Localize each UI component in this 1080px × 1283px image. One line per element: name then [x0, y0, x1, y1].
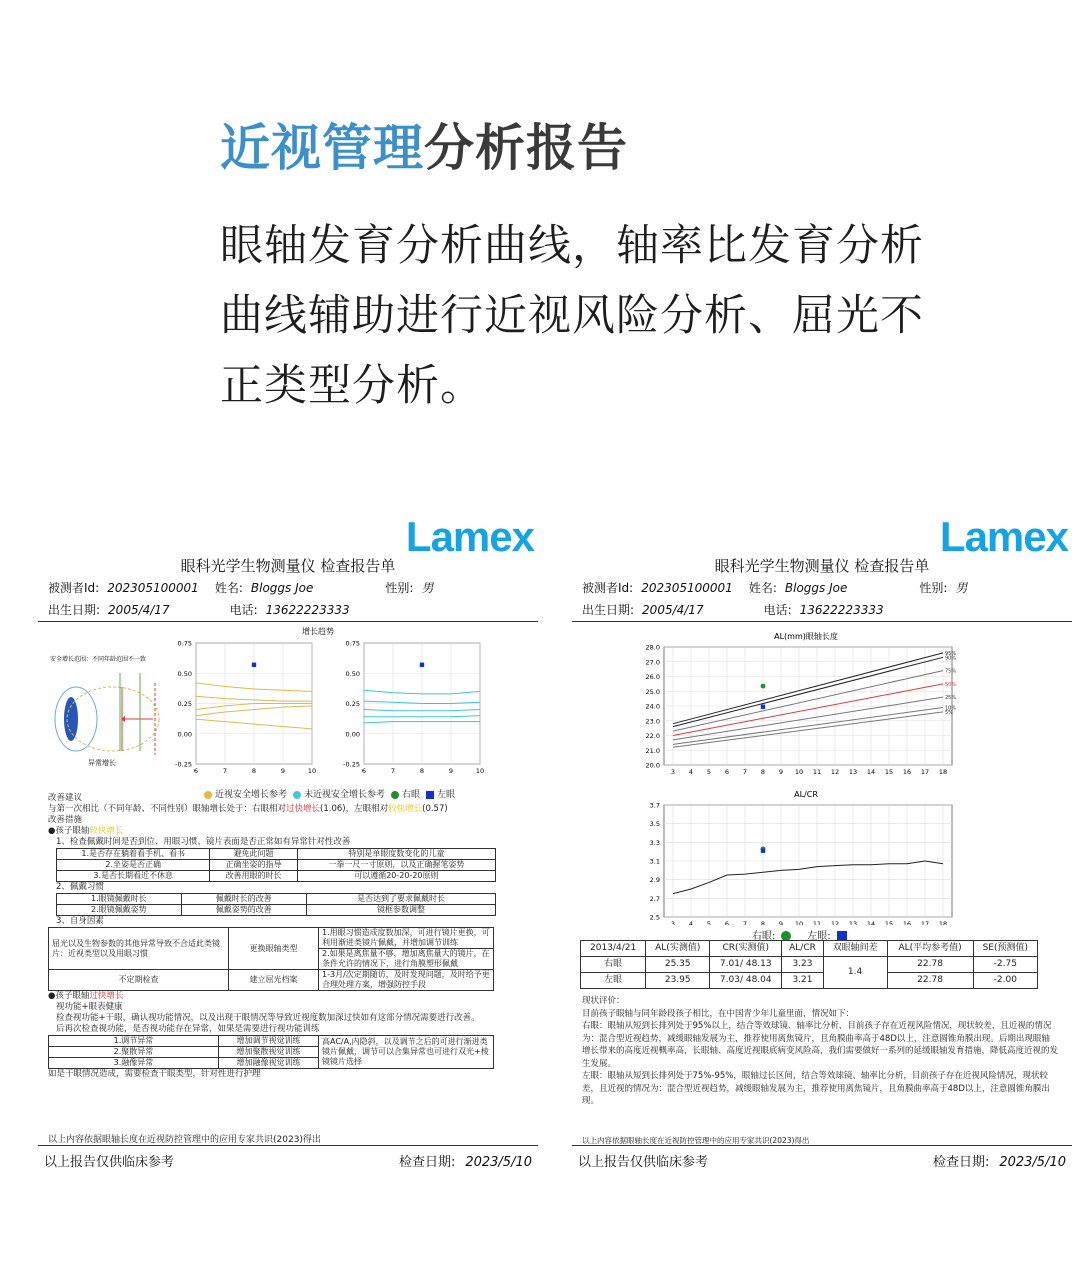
footer-date [933, 1151, 1066, 1170]
y-tick-label: 3.3 [649, 838, 660, 847]
eval-title: 现状评价： [582, 996, 625, 1006]
table-row [49, 1036, 494, 1047]
y-tick-label: 2.5 [649, 913, 660, 922]
date-value: 2023/5/10 [999, 1155, 1066, 1170]
compare-left-status: 较快增长 [388, 804, 423, 814]
report-title: 眼科光学生物测量仪 检查报告单 [180, 557, 396, 575]
x-tick-label: 9 [778, 920, 784, 925]
table-cell: 2.聚散异常 [49, 1047, 219, 1058]
left-eye-point [761, 849, 765, 853]
y-tick-label: -0.25 [343, 760, 360, 769]
id-label: 被测者Id: [48, 581, 100, 595]
measurement-table [580, 940, 1038, 989]
visual-desc-2: 后再次检查视功能，是否视功能存在异常，如果是需要进行视功能训练 [56, 1024, 320, 1034]
x-tick-label: 8 [760, 920, 766, 925]
y-tick-label: 0.25 [177, 700, 192, 708]
table-cell: 1.是否存在躺着看手机、看书 [57, 849, 210, 860]
table-cell: 1.眼镜佩戴时长 [57, 894, 182, 905]
table-cell: -2.00 [973, 973, 1037, 989]
visual-desc: 检查视功能+干眼，确认视功能情况，以及出现干眼情况等导致近视度数加深过快如有这部分情况需要进行改善。 [56, 1013, 480, 1023]
table-row [49, 928, 494, 949]
table-cell: 不定期检查 [49, 970, 229, 991]
table-cell: 避免此问题 [210, 849, 297, 860]
table-cell: -2.75 [973, 957, 1037, 973]
legend-left-label: 左眼: [807, 931, 831, 942]
x-tick-label: 7 [742, 768, 748, 776]
x-tick-label: 12 [830, 768, 840, 776]
axial-line-2 [48, 991, 532, 1002]
legend-non-myopia-label: 未近视安全增长参考 [304, 790, 386, 800]
table-cell: 7.03/ 48.04 [710, 973, 782, 989]
id-value: 202305100001 [641, 581, 733, 595]
table-cell: 7.01/ 48.13 [710, 957, 782, 973]
x-tick-label: 7 [222, 767, 228, 775]
axial-line-1 [48, 826, 532, 837]
hero-line-3: 正类型分析。 [220, 361, 484, 411]
table-cell: 一拳一尺一寸原则，以及正确握笔姿势 [297, 860, 495, 871]
left-eye-point [420, 663, 424, 667]
right-eye-point [761, 684, 766, 689]
y-tick-label: 3.5 [649, 820, 660, 829]
table-cell: 增加融像视觉训练 [219, 1058, 319, 1069]
series-label: 75% [945, 668, 957, 675]
info-row-1 [582, 579, 967, 596]
report-left [38, 515, 538, 1175]
growth-chart-area [38, 625, 528, 800]
table-header-cell: AL(实测值) [646, 941, 710, 957]
id-label: 被测者Id: [582, 581, 634, 595]
sex-value: 男 [955, 581, 968, 595]
y-tick-label: 25.0 [645, 687, 660, 696]
sex-value: 男 [421, 581, 434, 595]
table-row [57, 860, 496, 871]
compare-mid: )，左眼相对 [342, 804, 389, 814]
eval-right-eye: 右眼：眼轴从短到长排列处于95%以上，结合等效球镜、轴率比分析，目前孩子存在近视风险情况，现状较差，且近视的情况为：混合型近视趋势，减缓眼轴发展为主，推荐使用离焦镜片，且角膜曲率高于48D以上，注意圆锥角膜出现。后期出现眼轴增长带来的高度近视概率高，长眼轴、高度近视眼底病变风险高，我们需要做好一系列的延缓眼轴发育措施，降低高度近视的发生发展。 [582, 1021, 1059, 1069]
compare-left-value: (0.57) [422, 804, 448, 814]
cr-chart-title: AL/CR [794, 790, 818, 799]
table-cell: 25.35 [646, 957, 710, 973]
brand-logo: Lamex [939, 513, 1068, 560]
x-tick-label: 6 [724, 920, 730, 925]
x-tick-label: 4 [688, 920, 694, 925]
al-chart-title: AL(mm)眼轴长度 [774, 632, 838, 641]
alcr-chart [650, 802, 952, 926]
series-line-75% [673, 671, 943, 731]
series-line-AL/CR [673, 861, 943, 894]
compare-prefix: 与第一次相比（不同年龄、不同性别）眼轴增长处于：右眼相对 [48, 804, 287, 814]
table-cell: 1.4 [823, 957, 887, 989]
x-tick-label: 12 [830, 920, 840, 925]
table-row [57, 871, 496, 882]
hero-title [220, 108, 628, 180]
footer-row [578, 1151, 1066, 1170]
al-charts-svg [572, 625, 1072, 925]
report-right [572, 515, 1072, 1175]
x-tick-label: 4 [688, 768, 694, 776]
eval-intro: 目前孩子眼轴与同年龄段孩子相比，在中国青少年儿童里面，情况如下： [582, 1008, 855, 1019]
table-row [57, 905, 496, 916]
y-tick-label: 22.0 [645, 732, 660, 740]
name-label: 姓名: [748, 581, 777, 595]
dry-eye-note: 如是干眼情况造成，需要检查干眼类型，针对性进行护理 [48, 1069, 261, 1079]
measures-label: 改善措施 [48, 815, 83, 825]
legend-right-label: 右眼: [752, 931, 776, 942]
hero-title-accent: 近视管理 [220, 119, 424, 177]
wear-table [56, 893, 496, 916]
series-label: 90% [945, 655, 957, 662]
footer-source: 以上内容依据眼轴长度在近视防控管理中的应用专家共识(2023)得出 [48, 1135, 321, 1145]
header-rule [572, 621, 1072, 622]
date-label: 检查日期: [398, 1155, 456, 1170]
x-tick-label: 8 [760, 768, 766, 776]
series-label: 5% [945, 709, 953, 716]
header-rule [38, 621, 538, 622]
growth-chart-myopia [175, 640, 316, 776]
axial-label-1: ●孩子眼轴 [48, 826, 90, 836]
x-tick-label: 9 [280, 767, 286, 775]
growth-chart-svg [38, 625, 528, 800]
self-table [48, 927, 494, 991]
x-tick-label: 16 [902, 768, 912, 776]
table-cell: 特别是单眼度数变化的儿童 [297, 849, 495, 860]
eye-diagram [55, 673, 159, 755]
series-label: 25% [945, 695, 957, 702]
eval-left-eye: 左眼：眼轴从短到长排列处于75%-95%，眼轴过长区间，结合等效球镜、轴率比分析，目前孩子存在近视风险情况，现状较差，且近视的情况为：混合型近视趋势，减缓眼轴发展为主，推荐使用离焦镜片，且角膜曲率高于48D以上，注意圆锥角膜出现。 [582, 1071, 1050, 1106]
name-label: 姓名: [214, 581, 243, 595]
table-cell: 3.是否长期看近不休息 [57, 871, 210, 882]
x-tick-label: 10 [475, 767, 485, 775]
table-cell: 22.78 [887, 973, 973, 989]
x-tick-label: 11 [812, 920, 822, 925]
phone-value: 13622223333 [265, 603, 350, 617]
table-cell: 1-3月/次定期随访，及时发现问题，及时给予更合理处理方案，增强防控手段 [319, 970, 494, 991]
y-tick-label: 20.0 [645, 761, 660, 770]
table-header-cell: 2013/4/21 [581, 941, 646, 957]
y-tick-label: 28.0 [645, 643, 660, 652]
table-cell: 增加调节视觉训练 [219, 1036, 319, 1047]
info-row-2 [48, 601, 350, 618]
x-tick-label: 18 [938, 768, 948, 776]
x-tick-label: 15 [884, 768, 894, 776]
x-tick-label: 5 [706, 920, 712, 925]
y-tick-label: 0.50 [177, 669, 192, 678]
table-header-cell: SE(预测值) [973, 941, 1037, 957]
habit-intro: 1、检查佩戴时间是否到位、用眼习惯、镜片表面是否正常如有异常针对性改善 [56, 837, 351, 847]
footer-date [399, 1151, 532, 1170]
x-tick-label: 8 [419, 767, 425, 775]
table-cell: 更换眼轴类型 [229, 928, 319, 970]
phone-label: 电话: [229, 603, 258, 617]
suggestion-heading: 改善建议 [48, 793, 83, 803]
dob-label: 出生日期: [582, 603, 635, 617]
habit-table [56, 848, 496, 882]
hero-line-2: 曲线辅助进行近视风险分析、屈光不 [220, 291, 924, 341]
footer-rule [572, 1145, 1072, 1146]
x-tick-label: 14 [866, 920, 876, 925]
y-tick-label: 26.0 [645, 673, 660, 681]
legend-left-eye-label: 左眼 [437, 790, 456, 800]
x-tick-label: 3 [670, 920, 676, 925]
growth-chart-title: 增长趋势 [302, 627, 334, 636]
info-row-2 [582, 601, 884, 618]
table-cell: 建立屈光档案 [229, 970, 319, 991]
legend-right-eye-label: 右眼 [402, 790, 421, 800]
date-label: 检查日期: [932, 1155, 990, 1170]
footer-note: 以上报告仅供临床参考 [578, 1155, 709, 1170]
x-tick-label: 17 [920, 768, 930, 776]
table-cell: 2.如果是离焦量不够，增加离焦量大的镜片，在条件允许的情况下，进行角膜塑形佩戴 [319, 949, 494, 970]
y-tick-label: 0.50 [345, 669, 360, 678]
growth-chart-non-myopia [343, 640, 484, 776]
y-tick-label: 0.00 [345, 730, 360, 739]
series-line-5% [673, 712, 943, 747]
table-cell: 佩戴姿势的改善 [181, 905, 306, 916]
table-cell: 2.眼镜佩戴姿势 [57, 905, 182, 916]
table-cell: 3.23 [782, 957, 823, 973]
left-eye-point [761, 705, 765, 709]
table-row [57, 894, 496, 905]
table-header-cell: 双眼轴间差 [823, 941, 887, 957]
x-tick-label: 5 [706, 768, 712, 776]
phone-label: 电话: [763, 603, 792, 617]
table-cell: 是否达到了要求佩戴时长 [306, 894, 495, 905]
series-label: 50% [945, 681, 957, 688]
table-row [581, 973, 1038, 989]
series-label: 95% [945, 650, 957, 657]
x-tick-label: 16 [902, 920, 912, 925]
info-row-1 [48, 579, 433, 596]
y-tick-label: 0.75 [345, 639, 360, 648]
x-tick-label: 17 [920, 920, 930, 925]
compare-line [48, 804, 532, 815]
table-cell: 右眼 [581, 957, 646, 973]
table-cell: 3.融像异常 [49, 1058, 219, 1069]
x-tick-label: 3 [670, 768, 676, 776]
visual-table [48, 1035, 494, 1069]
y-tick-label: 3.1 [649, 857, 660, 866]
table-cell: 可以遵循20-20-20原则 [297, 871, 495, 882]
hero-title-rest: 分析报告 [424, 119, 628, 177]
table-cell: 3.21 [782, 973, 823, 989]
x-tick-label: 7 [742, 920, 748, 925]
self-heading: 3、自身因素 [56, 916, 104, 926]
legend-myopia-label: 近视安全增长参考 [215, 790, 288, 800]
brand-logo: Lamex [405, 513, 534, 560]
table-cell: 镜框参数调整 [306, 905, 495, 916]
y-tick-label: 0.00 [177, 730, 192, 739]
date-value: 2023/5/10 [465, 1155, 532, 1170]
x-tick-label: 11 [812, 768, 822, 776]
y-tick-label: 0.25 [345, 700, 360, 708]
table-cell: 正确坐姿的指导 [210, 860, 297, 871]
series-label: 10% [945, 705, 957, 712]
x-tick-label: 15 [884, 920, 894, 925]
y-tick-label: 3.7 [649, 801, 660, 810]
name-value: Bloggs Joe [784, 581, 848, 595]
sex-label: 性别: [919, 581, 948, 595]
evaluation-section [582, 995, 1058, 1108]
sex-label: 性别: [385, 581, 414, 595]
al-chart [646, 644, 957, 777]
series-line-25% [673, 697, 943, 740]
table-header-row [581, 941, 1038, 957]
dob-value: 2005/4/17 [108, 603, 170, 617]
x-tick-label: 9 [448, 767, 454, 775]
x-tick-label: 9 [778, 768, 784, 776]
table-row [49, 970, 494, 991]
table-cell: 1.调节异常 [49, 1036, 219, 1047]
x-tick-label: 6 [361, 767, 367, 775]
axial-status-1: 较快增长 [89, 826, 124, 836]
phone-value: 13622223333 [799, 603, 884, 617]
table-header-cell: AL/CR [782, 941, 823, 957]
x-tick-label: 13 [848, 920, 858, 925]
x-tick-label: 18 [938, 920, 948, 925]
table-cell: 22.78 [887, 957, 973, 973]
y-tick-label: 24.0 [645, 702, 660, 711]
x-tick-label: 10 [794, 768, 804, 776]
dob-value: 2005/4/17 [642, 603, 704, 617]
table-cell: 左眼 [581, 973, 646, 989]
suggestion-section [48, 793, 532, 1080]
compare-right-value: (1.06 [320, 804, 343, 814]
footer-note: 以上报告仅供临床参考 [44, 1155, 175, 1170]
table-cell: 佩戴时长的改善 [181, 894, 306, 905]
x-tick-label: 13 [848, 768, 858, 776]
visual-line: 视功能+眼表健康 [56, 1002, 123, 1012]
x-tick-label: 6 [724, 768, 730, 776]
eye-caption: 异常增长 [88, 759, 116, 767]
dob-label: 出生日期: [48, 603, 101, 617]
y-tick-label: 0.75 [177, 639, 192, 648]
axial-label-2: ●孩子眼轴 [48, 991, 90, 1001]
table-cell: 2.坐姿是否正确 [57, 860, 210, 871]
table-cell: 23.95 [646, 973, 710, 989]
axial-status-2: 过快增长 [89, 991, 124, 1001]
table-header-cell: AL(平均参考值) [887, 941, 973, 957]
wear-heading: 2、佩戴习惯 [56, 882, 104, 892]
report-title: 眼科光学生物测量仪 检查报告单 [714, 557, 930, 575]
eye-note: 安全增长范围：不同年龄范围不一致 [50, 656, 147, 663]
name-value: Bloggs Joe [250, 581, 314, 595]
table-cell: 1.用眼习惯造成度数加深，可进行镜片更换，可利用渐进类镜片佩戴，并增加调节训练 [319, 928, 494, 949]
left-eye-point [252, 663, 256, 667]
al-charts-area [572, 625, 1072, 925]
x-tick-label: 7 [390, 767, 396, 775]
y-tick-label: 27.0 [645, 658, 660, 667]
x-tick-label: 8 [251, 767, 257, 775]
footer-source: 以上内容依据眼轴长度在近视防控管理中的应用专家共识(2023)得出 [582, 1136, 810, 1145]
y-tick-label: 2.7 [649, 894, 660, 903]
y-tick-label: -0.25 [175, 760, 192, 769]
table-row [581, 957, 1038, 973]
table-cell: 改善用眼的时长 [210, 871, 297, 882]
footer-row [44, 1151, 532, 1170]
table-header-cell: CR(实测值) [710, 941, 782, 957]
table-row [57, 849, 496, 860]
x-tick-label: 6 [193, 767, 199, 775]
y-tick-label: 2.9 [649, 876, 660, 885]
table-cell: 屈光以及生物参数的其他异常导致不合适此类镜片：近视类型以及用眼习惯 [49, 928, 229, 970]
x-tick-label: 14 [866, 768, 876, 776]
y-tick-label: 21.0 [645, 746, 660, 755]
footer-rule [38, 1145, 538, 1146]
id-value: 202305100001 [107, 581, 199, 595]
table-cell: 增加聚散视觉训练 [219, 1047, 319, 1058]
compare-right-status: 过快增长 [286, 804, 321, 814]
table-cell: 高AC/A,内隐斜，以及调节之后的可进行渐进类镜片佩戴，调节可以合集异常也可进行双光+棱镜镜片选择 [319, 1036, 494, 1069]
y-tick-label: 23.0 [645, 717, 660, 726]
x-tick-label: 10 [307, 767, 317, 775]
x-tick-label: 10 [794, 920, 804, 925]
hero-line-1: 眼轴发育分析曲线，轴率比发育分析 [220, 221, 924, 271]
